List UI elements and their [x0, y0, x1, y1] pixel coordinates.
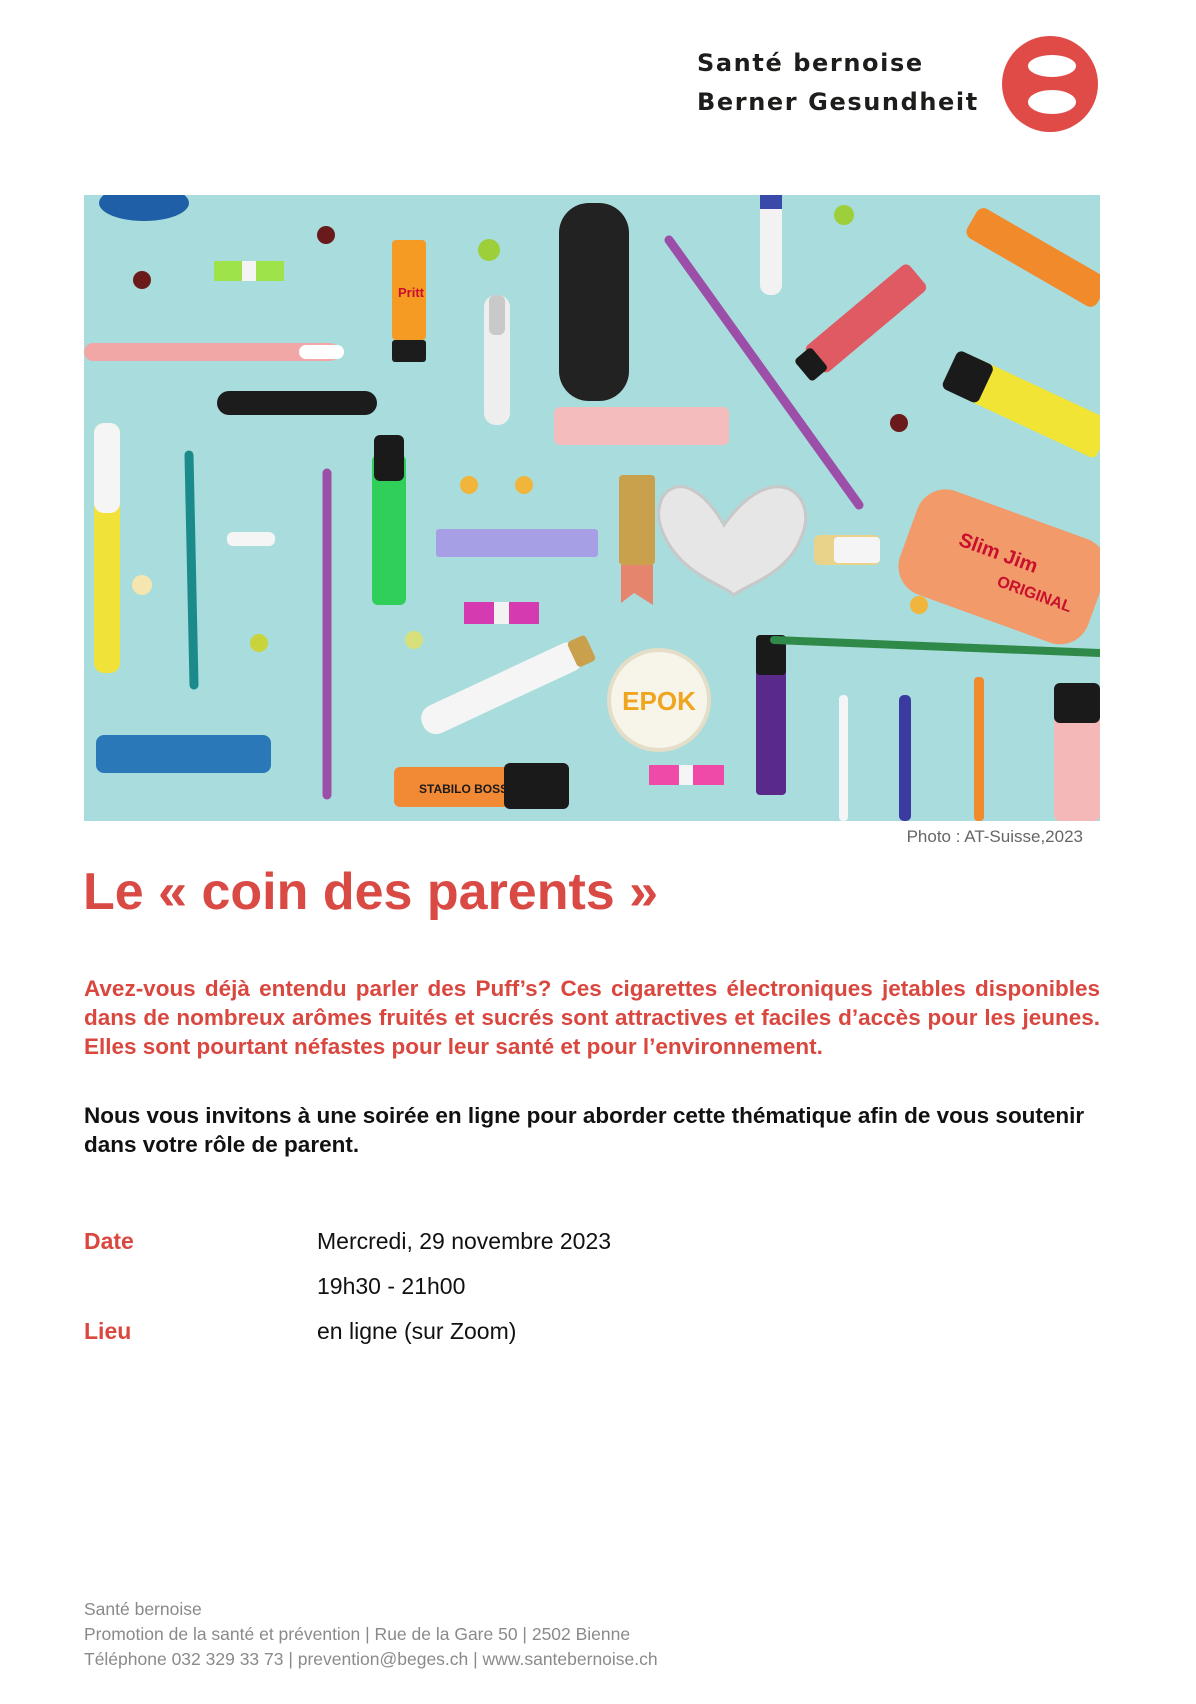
footer-contact: Téléphone 032 329 33 73 | prevention@beges.ch | www.santebernoise.ch	[84, 1649, 658, 1669]
footer-address: Promotion de la santé et prévention | Rue de la Gare 50 | 2502 Bienne	[84, 1624, 631, 1644]
photo-label-epok: EPOK	[622, 686, 696, 716]
date-value: Mercredi, 29 novembre 2023	[317, 1228, 612, 1254]
photo-illustration	[84, 195, 1100, 821]
photo-label-stabilo: STABILO BOSS	[419, 782, 509, 796]
photo-label-pritt: Pritt	[398, 285, 424, 300]
footer	[84, 1597, 658, 1672]
logo-wordmark	[697, 44, 979, 122]
intro-paragraph: Avez-vous déjà entendu parler des Puff’s? Ces cigarettes électroniques jetables disponibles dans de nombreux arômes fruités et sucrés sont attractives et faciles d’accès pour les jeunes. Elles sont pourtant néfastes pour leur santé et pour l’environnement.	[84, 976, 1100, 1059]
footer-org: Santé bernoise	[84, 1599, 202, 1619]
date-label: Date	[84, 1228, 134, 1254]
photo-label-slimjim: Slim Jim	[955, 529, 1041, 578]
invitation-paragraph: Nous vous invitons à une soirée en ligne pour aborder cette thématique afin de vous soutenir dans votre rôle de parent.	[84, 1103, 1085, 1157]
org-name-fr: Santé bernoise	[697, 49, 924, 77]
photo-label-original: ORIGINAL	[994, 573, 1074, 617]
place-value: en ligne (sur Zoom)	[317, 1318, 517, 1344]
org-name-de: Berner Gesundheit	[697, 88, 979, 116]
place-label: Lieu	[84, 1318, 132, 1344]
photo-credit: Photo : AT-Suisse,2023	[906, 827, 1083, 846]
time-value: 19h30 - 21h00	[317, 1273, 466, 1299]
page-title: Le « coin des parents »	[83, 863, 659, 921]
logo-icon	[1000, 34, 1100, 134]
hero-photo	[84, 195, 1100, 821]
